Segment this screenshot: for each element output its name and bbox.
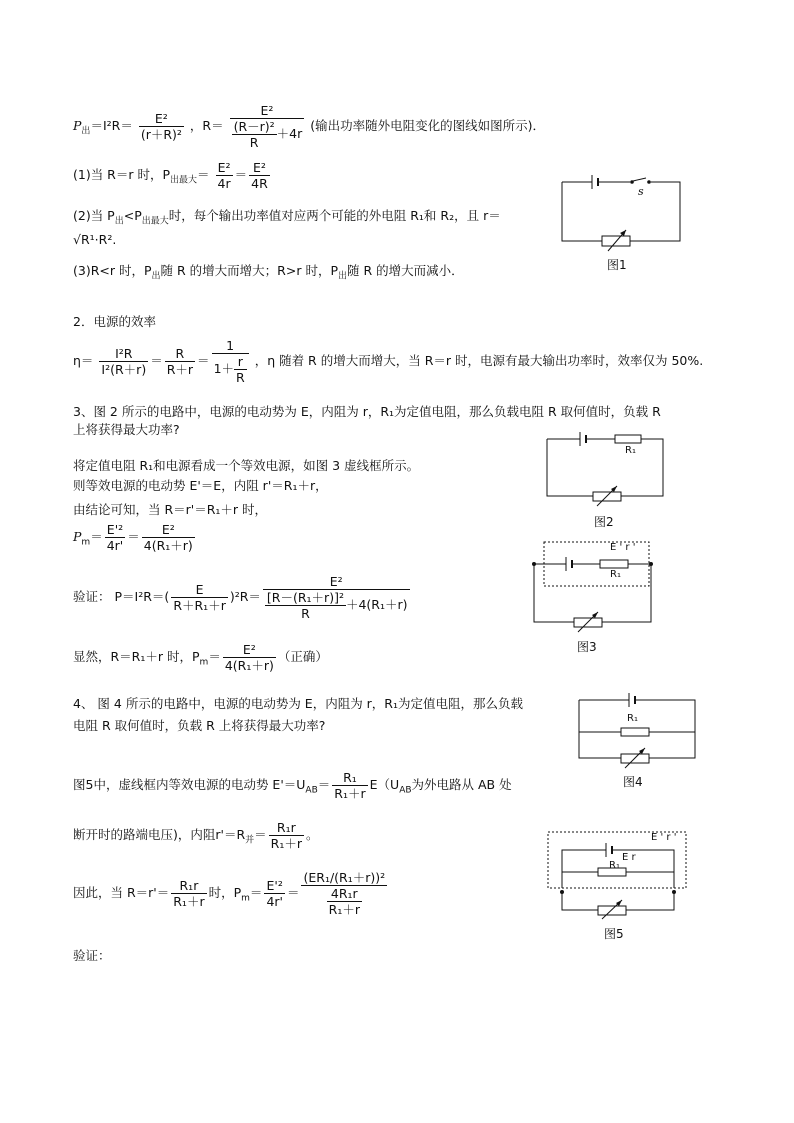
subscript: 出	[81, 126, 91, 137]
fraction	[142, 522, 195, 553]
text: 图5中，虚线框内等效电源的电动势 E'＝U	[73, 777, 306, 792]
text: 随 R 的增大而增大；R>r 时，P	[160, 263, 338, 278]
subscript: 出	[151, 271, 161, 282]
text: ＝	[208, 649, 221, 664]
r1-label: R₁	[627, 713, 638, 724]
q4-therefore	[73, 870, 389, 917]
fraction	[171, 582, 228, 613]
item-3	[73, 261, 464, 282]
text: ＝	[197, 167, 210, 182]
numerator: R	[165, 346, 195, 362]
fraction	[264, 878, 285, 909]
q3-obviously	[73, 642, 328, 673]
fraction	[212, 338, 249, 385]
symbol-p: P	[73, 529, 82, 544]
text: ＝	[150, 353, 163, 368]
subscript: AB	[305, 785, 318, 796]
subscript: 出	[114, 216, 124, 227]
numerator: E²	[249, 160, 270, 176]
figure-2-caption: 图2	[594, 515, 614, 529]
text: ＝	[90, 529, 103, 544]
numerator: E'²	[105, 522, 126, 538]
denominator: 4(R₁＋r)	[143, 538, 193, 553]
power-output-formula	[73, 103, 545, 150]
text: 显然，R＝R₁＋r 时，P	[73, 649, 200, 664]
denominator: R	[249, 135, 259, 150]
subscript: m	[199, 657, 209, 668]
text: ＝	[127, 529, 140, 544]
fraction	[99, 346, 148, 377]
denominator	[230, 119, 305, 150]
figure-5-caption: 图5	[604, 927, 624, 941]
text: ＝	[286, 885, 300, 900]
subscript: 出最大	[170, 175, 198, 186]
denominator: R＋r	[166, 362, 194, 377]
item-1	[73, 160, 272, 191]
denominator	[301, 886, 387, 917]
denominator: R	[301, 606, 310, 621]
denominator	[263, 590, 410, 621]
fraction	[301, 870, 387, 917]
r1-label: R₁	[625, 445, 636, 456]
section-2-heading: 2．电源的效率	[73, 314, 156, 329]
numerator: E²	[223, 642, 276, 658]
numerator: E²	[142, 522, 195, 538]
denominator: 4r'	[266, 894, 283, 909]
fraction	[139, 111, 184, 142]
text: (3)R<r 时，P	[73, 263, 152, 278]
inner-fraction	[265, 590, 346, 621]
denominator: 4(R₁＋r)	[224, 658, 274, 673]
text: 时，每个输出功率值对应两个可能的外电阻 R₁和 R₂，且 r＝	[168, 208, 501, 223]
numerator: E²	[263, 574, 410, 590]
numerator: I²R	[99, 346, 148, 362]
subscript: 并	[245, 835, 255, 846]
switch-label: s	[638, 185, 644, 198]
efficiency-formula	[73, 338, 703, 385]
symbol-p: P	[73, 118, 82, 133]
q3-answer-2: 则等效电源的电动势 E'＝E，内阻 r'＝R₁＋r，	[73, 478, 328, 493]
text: ＝	[249, 885, 263, 900]
numerator: E	[171, 582, 228, 598]
item-2-continuation: √R¹·R².	[73, 232, 117, 247]
r1-label: R₁	[610, 569, 621, 580]
numerator: R₁r	[171, 878, 206, 894]
text: ＝	[234, 167, 248, 182]
text: ＝	[254, 827, 267, 842]
figure-2-circuit	[545, 432, 667, 504]
text: ＋4r	[276, 126, 303, 141]
text: ＋4(R₁＋r)	[345, 597, 408, 612]
numerator: r	[234, 354, 247, 370]
subscript: 出最大	[141, 216, 169, 227]
text: 。	[306, 827, 319, 842]
denominator: I²(R＋r)	[101, 362, 147, 377]
equivalent-source-label: E ' r '	[651, 832, 677, 843]
q3-line-2: 上将获得最大功率?	[73, 422, 180, 437]
denominator: R₁＋r	[270, 836, 303, 851]
text: E（U	[369, 777, 400, 792]
numerator: E'²	[264, 878, 285, 894]
q3-answer-1: 将定值电阻 R₁和电源看成一个等效电源，如图 3 虚线框所示。	[73, 458, 420, 473]
text: ＝	[317, 777, 331, 792]
numerator: E²	[230, 103, 305, 119]
inner-fraction	[232, 119, 277, 150]
fraction	[263, 574, 410, 621]
text: P＝I²R＝(	[114, 589, 170, 604]
text: )²R＝	[229, 589, 261, 604]
text: (1)当 R＝r 时，P	[73, 167, 171, 182]
fraction	[269, 820, 304, 851]
item-2	[73, 206, 501, 227]
q4-line-1: 4、 图 4 所示的电路中，电源的电动势为 E，内阻为 r，R₁为定值电阻，那么负载	[73, 696, 524, 711]
text: <P	[123, 208, 142, 223]
numerator: (ER₁/(R₁＋r))²	[303, 870, 386, 885]
q3-verify	[73, 574, 412, 621]
denominator: 4r'	[106, 538, 124, 553]
numerator: R₁	[332, 770, 367, 786]
q4-fig5-emf	[73, 770, 512, 801]
fraction	[171, 878, 206, 909]
text: ，R＝	[189, 118, 224, 133]
subscript: AB	[399, 785, 412, 796]
fraction	[105, 522, 126, 553]
figure-1-caption: 图1	[607, 258, 627, 272]
text: ＝I²R＝	[90, 118, 133, 133]
fraction	[230, 103, 305, 150]
denominator: R₁＋r	[173, 894, 205, 909]
subscript: m	[241, 893, 250, 904]
text: (2)当 P	[73, 208, 115, 223]
fraction	[216, 160, 233, 191]
q3-line-1: 3、图 2 所示的电路中，电源的电动势为 E，内阻为 r，R₁为定值电阻，那么负载电阻 R 取何值时，负载 R	[73, 404, 661, 419]
label: 验证：	[73, 589, 111, 604]
numerator: E²	[139, 111, 184, 127]
q4-verify: 验证：	[73, 948, 111, 963]
q4-fig5-resistance	[73, 820, 319, 851]
r1-label: R₁	[609, 860, 620, 871]
subscript: 出	[338, 271, 348, 282]
note-text: (输出功率随外电阻变化的图线如图所示)．	[310, 118, 545, 133]
source-label: E r	[622, 852, 636, 863]
denominator: 4R	[251, 176, 268, 191]
denominator: R₁＋r	[334, 786, 366, 801]
denominator: R	[236, 370, 245, 385]
denominator: R₁＋r	[328, 902, 360, 917]
figure-3-circuit	[530, 540, 660, 632]
text: 随 R 的增大而减小．	[347, 263, 464, 278]
subscript: m	[81, 537, 91, 548]
text: 因此，当 R＝r'＝	[73, 885, 170, 900]
figure-1-circuit	[560, 175, 685, 245]
figure-3-caption: 图3	[577, 640, 597, 654]
numerator: [R－(R₁＋r)]²	[266, 590, 344, 605]
equivalent-source-label: E ' r '	[610, 542, 636, 553]
denominator: 4r	[217, 176, 231, 191]
text: 1＋	[213, 361, 235, 376]
figure-4-caption: 图4	[623, 775, 643, 789]
numerator: R₁r	[269, 820, 304, 836]
q3-pm-formula	[73, 522, 197, 553]
numerator: (R－r)²	[233, 119, 275, 134]
denominator	[212, 354, 249, 385]
inner-fraction	[327, 886, 362, 917]
inner-fraction	[234, 354, 247, 385]
text: 为外电路从 AB 处	[411, 777, 512, 792]
figure-4-circuit	[577, 690, 699, 762]
fraction	[332, 770, 367, 801]
fraction	[165, 346, 195, 377]
numerator: E²	[216, 160, 233, 176]
numerator: 4R₁r	[327, 886, 362, 902]
fraction	[223, 642, 276, 673]
fraction	[249, 160, 270, 191]
q3-answer-3: 由结论可知，当 R＝r'＝R₁＋r 时，	[73, 502, 268, 517]
denominator: (r＋R)²	[140, 127, 182, 142]
q4-line-2: 电阻 R 取何值时，负载 R 上将获得最大功率?	[73, 718, 326, 733]
denominator: R＋R₁＋r	[173, 598, 226, 613]
numerator: 1	[212, 338, 249, 354]
text: η＝	[73, 353, 94, 368]
text: （正确）	[277, 649, 328, 664]
text: ＝	[197, 353, 210, 368]
text: ，η 随着 R 的增大而增大，当 R＝r 时，电源有最大输出功率时，效率仅为 50%.	[254, 353, 704, 368]
text: 时，P	[208, 885, 242, 900]
text: 断开时的路端电压)，内阻r'＝R	[73, 827, 246, 842]
